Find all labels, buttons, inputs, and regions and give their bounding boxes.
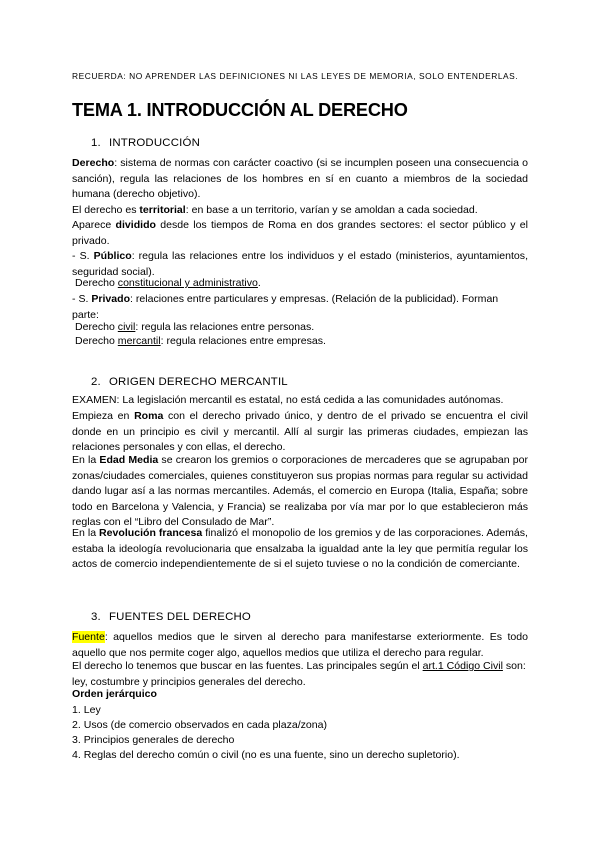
paragraph-derecho-publico-sub [72, 276, 531, 292]
text: : en base a un territorio, varían y se amoldan a cada sociedad. [185, 204, 478, 216]
paragraph-territorial [72, 203, 528, 219]
text: Derecho [75, 321, 118, 333]
list-item: 1. Ley [72, 704, 101, 716]
text: Derecho [75, 277, 118, 289]
text: - S. [72, 250, 94, 262]
list-item: 3. Principios generales de derecho [72, 734, 235, 746]
term-roma: Roma [134, 410, 164, 422]
underlined-art1-codigo-civil: art.1 Código Civil [422, 660, 503, 672]
text: . [257, 277, 261, 289]
term-territorial: territorial [139, 204, 186, 216]
section-heading-introduccion [91, 137, 200, 149]
section-title: FUENTES DEL DERECHO [109, 611, 251, 623]
text: son: ley, costumbre y principios generales del derecho. [72, 660, 526, 688]
paragraph-derecho-definition [72, 156, 528, 203]
text: : relaciones entre particulares y empresas. (Relación de la publicidad). Forman parte: [72, 293, 499, 321]
section-number: 1. [91, 137, 101, 149]
paragraph-buscar-fuentes [72, 659, 528, 690]
term-publico: Público [93, 250, 132, 262]
text: desde los tiempos de Roma en dos grandes sectores: el sector público y el privado. [72, 219, 529, 247]
section-heading-fuentes [91, 611, 251, 623]
term-privado: Privado [91, 293, 131, 305]
list-item: 4. Reglas del derecho común o civil (no es una fuente, sino un derecho supletorio). [72, 749, 460, 761]
underlined-civil: civil [117, 321, 136, 333]
section-title: ORIGEN DERECHO MERCANTIL [109, 376, 288, 388]
text: El derecho lo tenemos que buscar en las fuentes. Las principales según el [72, 660, 423, 672]
text: con el derecho privado único, y dentro de el privado se encuentra el civil donde en un principio es civil y mercantil. Allí al surgir las primeras ciudades, empiezan las relaciones personales y con ellas, el derecho. [72, 410, 528, 454]
text: finalizó el monopolio de los gremios y de las corporaciones. Además, estaba la ideología revolucionaria que ensalzaba la igualdad ante la ley que permitía regular los actos de comercio independientemente de si el sujeto tuviese o no la condición de comerciante. [72, 527, 528, 571]
highlighted-term-fuente: Fuente [72, 631, 105, 643]
page-title: TEMA 1. INTRODUCCIÓN AL DERECHO [72, 100, 408, 120]
paragraph-dividido [72, 218, 528, 249]
text: : aquellos medios que le sirven al derecho para manifestarse exteriormente. Es todo aquello que nos permite coger algo, aquellos medios que utiliza el derecho para regular. [72, 631, 528, 659]
paragraph-derecho-mercantil [72, 334, 531, 350]
paragraph-roma [72, 409, 528, 456]
term-edad-media: Edad Media [99, 454, 159, 466]
definition-text: : sistema de normas con carácter coactivo (si se incumplen poseen una consecuencia o sanción), regula las relaciones de los hombres en sí en cuanto a miembros de la sociedad humana (derecho objetivo). [72, 157, 528, 201]
term-dividido: dividido [115, 219, 156, 231]
underlined-constitucional: constitucional y administrativo [117, 277, 258, 289]
text: El derecho es [72, 204, 140, 216]
section-heading-origen [91, 376, 288, 388]
header-note: RECUERDA: NO APRENDER LAS DEFINICIONES NI LAS LEYES DE MEMORIA, SOLO ENTENDERLAS. [72, 71, 519, 81]
text: En la [72, 527, 100, 539]
text: Derecho [75, 335, 118, 347]
text: Empieza en [72, 410, 135, 422]
text: : regula las relaciones entre personas. [135, 321, 315, 333]
paragraph-sector-privado [72, 292, 528, 323]
text: se crearon los gremios o corporaciones de mercaderes que se agrupaban por zonas/ciudades comerciales, quienes constituyeron sus propias normas para regular su actividad dando lugar así a las normas mercantiles. Además, el comercio en Europa (Italia, España; sobre todo en Barcelona y Valencia, y Francia) se realizaba por vía mar por lo que establecieron más reglas con el “Libro del Consulado de Mar”. [72, 454, 528, 529]
text: - S. [72, 293, 92, 305]
term-derecho: Derecho [72, 157, 115, 169]
text: EXAMEN: La legislación mercantil es estatal, no está cedida a las comunidades autónomas. [72, 394, 504, 406]
text: : regula relaciones entre empresas. [160, 335, 326, 347]
orden-jerarquico-heading [72, 687, 528, 703]
section-number: 2. [91, 376, 101, 388]
subheading: Orden jerárquico [72, 688, 157, 700]
paragraph-fuente [72, 630, 528, 661]
list-item: 2. Usos (de comercio observados en cada plaza/zona) [72, 719, 328, 731]
paragraph-edad-media [72, 453, 528, 531]
term-revolucion-francesa: Revolución francesa [99, 527, 203, 539]
text: En la [72, 454, 100, 466]
underlined-mercantil: mercantil [117, 335, 161, 347]
paragraph-revolucion-francesa [72, 526, 528, 573]
text: Aparece [72, 219, 116, 231]
section-number: 3. [91, 611, 101, 623]
paragraph-examen [72, 393, 528, 409]
text: : regula las relaciones entre los individuos y el estado (ministerios, ayuntamientos, seguridad social). [72, 250, 529, 278]
section-title: INTRODUCCIÓN [109, 137, 200, 149]
